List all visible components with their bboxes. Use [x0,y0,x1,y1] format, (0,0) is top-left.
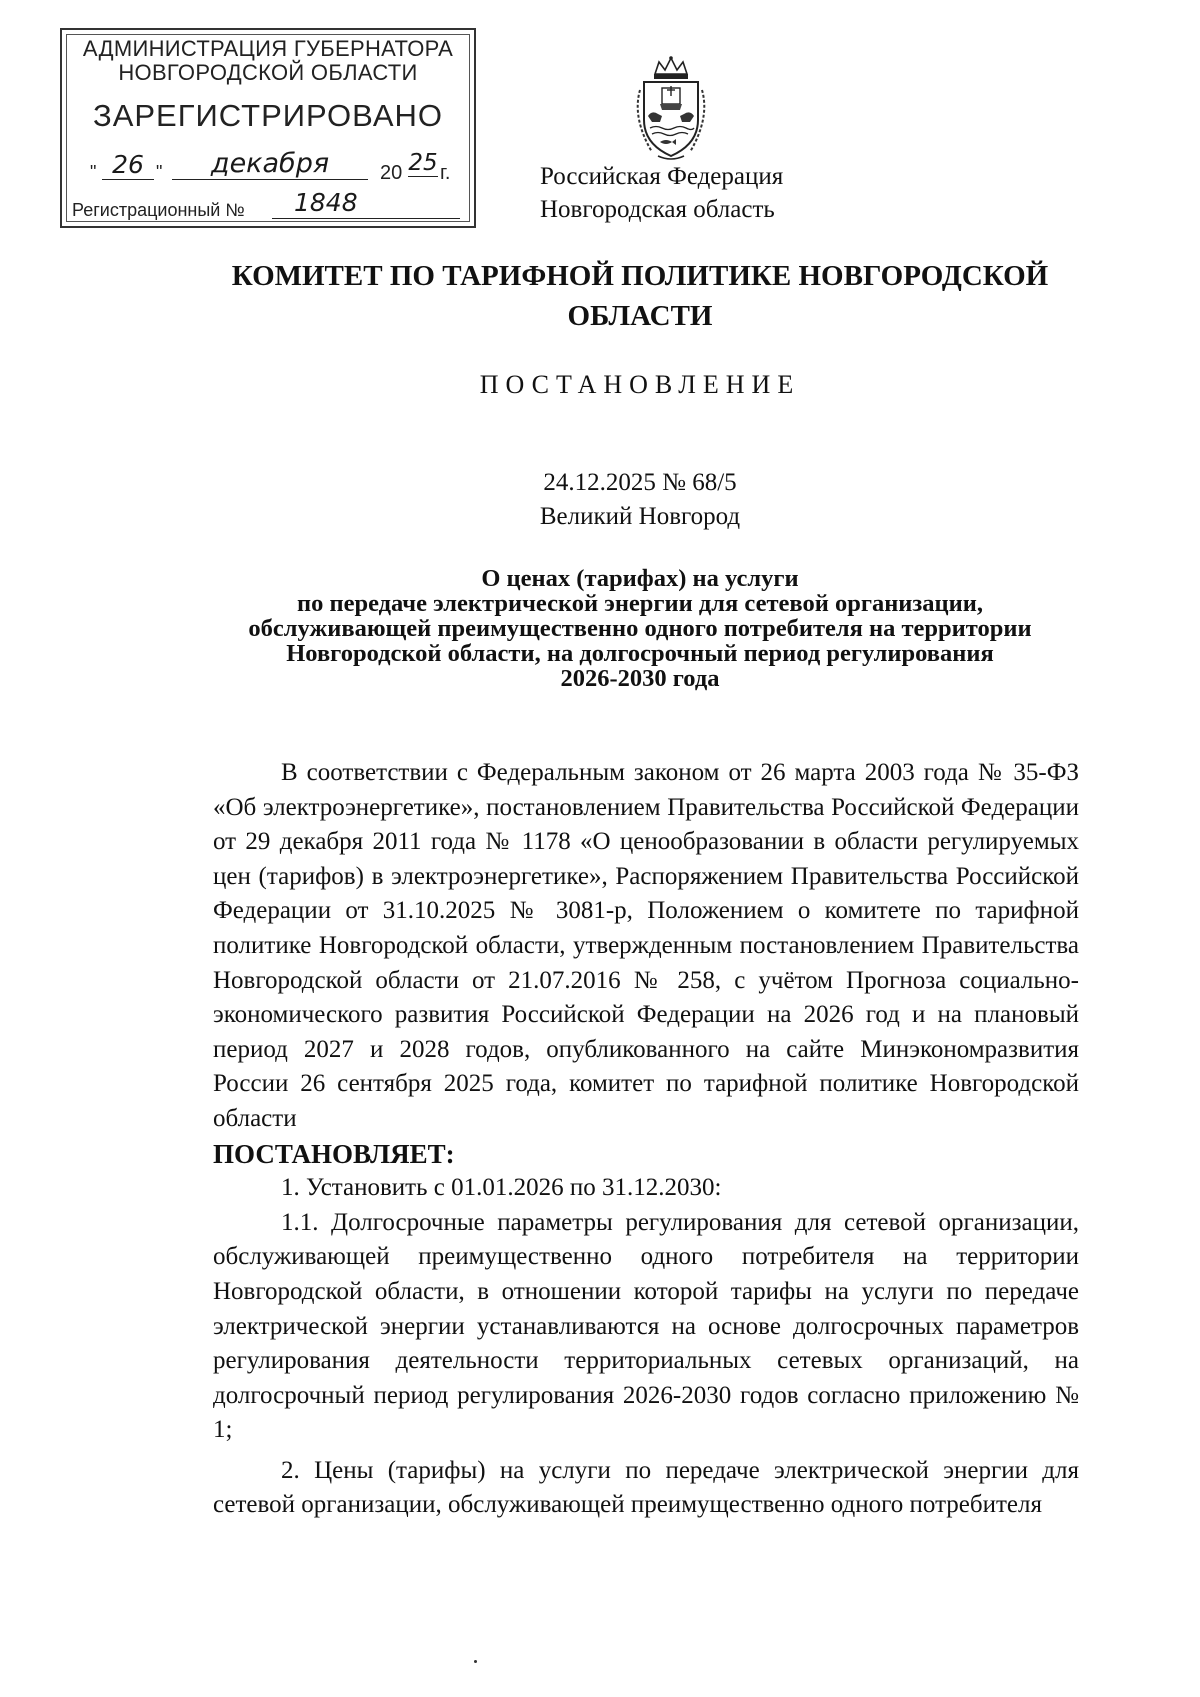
region-name: Новгородская область [540,196,775,223]
date-number-block [200,466,1080,534]
item-1: 1. Установить с 01.01.2026 по 31.12.2030: [281,1174,722,1202]
stamp-org-line1: АДМИНИСТРАЦИЯ ГУБЕРНАТОРА [82,36,454,61]
subject-line1: О ценах (тарифах) на услуги [481,565,799,592]
subject-line3: обслуживающей преимущественно одного потребителя на территории [248,615,1032,642]
novgorod-coat-of-arms-icon [630,56,712,162]
document-type: ПОСТАНОВЛЕНИЕ [479,370,801,399]
stamp-status: ЗАРЕГИСТРИРОВАНО [92,98,443,133]
registration-stamp [60,28,476,228]
stamp-quote-open: " [90,162,97,182]
scan-speck [474,1660,477,1663]
stamp-reg-number: 1848 [294,188,358,217]
subject-line2: по передаче электрической энергии для сетевой организации, [296,590,983,617]
stamp-org-line2: НОВГОРОДСКОЙ ОБЛАСТИ [118,60,418,85]
stamp-month: декабря [172,148,368,180]
item-2: 2. Цены (тарифы) на услуги по передаче электрической энергии для сетевой организации, обслуживающей преимущественно одного потребителя [213,1456,1079,1519]
subject-line4: Новгородской области, на долгосрочный период регулирования [286,640,994,667]
stamp-day: 26 [102,150,154,180]
committee-title [200,256,1080,336]
document-body [213,756,1079,1523]
committee-title-line2: ОБЛАСТИ [567,300,713,332]
preamble-paragraph: В соответствии с Федеральным законом от 26 марта 2003 года № 35-ФЗ «Об электроэнергетике», постановлением Правительства Российской Федерации от 29 декабря 2011 года № 1178 «О ценообразовании в области регулируемых цен (тарифов) в электроэнергетике», Распоряжением Правительства Российской Федерации от 31.10.2025 № 3081-р, Положением о комитете по тарифной политике Новгородской области, утвержденным постановлением Правительства Новгородской области от 21.07.2016 № 258, с учётом Прогноза социально-экономического развития Российской Федерации на 2026 год и на плановый период 2027 и 2028 годов, опубликованного на сайте Минэкономразвития России 26 сентября 2025 года, комитет по тарифной политике Новгородской области [213,759,1079,1132]
stamp-date [90,150,470,190]
subject-line5: 2026-2030 года [560,665,720,692]
committee-title-line1: КОМИТЕТ ПО ТАРИФНОЙ ПОЛИТИКЕ НОВГОРОДСКОЙ [231,260,1049,292]
stamp-registration-number [72,188,468,222]
stamp-year-suffix: 25 [408,150,438,176]
document-subject [200,566,1080,691]
stamp-year-unit: г. [440,162,451,184]
document-date-number: 24.12.2025 № 68/5 [543,469,737,496]
document-city: Великий Новгород [539,503,741,530]
country-region-block [540,160,880,226]
item-1-1: 1.1. Долгосрочные параметры регулирования для сетевой организации, обслуживающей преимущественно одного потребителя на территории Новгородской области, в отношении которой тарифы на услуги по передаче электрической энергии устанавливаются на основе долгосрочных параметров регулирования деятельности территориальных сетевых организаций, на долгосрочный период регулирования 2026-2030 годов согласно приложению № 1; [213,1208,1079,1444]
resolves-heading: ПОСТАНОВЛЯЕТ: [213,1138,455,1169]
stamp-year-prefix: 20 [380,162,403,184]
stamp-reg-label: Регистрационный № [72,200,245,220]
country-name: Российская Федерация [540,163,784,190]
stamp-quote-close: " [156,162,163,182]
stamp-reg-underline [272,218,460,219]
